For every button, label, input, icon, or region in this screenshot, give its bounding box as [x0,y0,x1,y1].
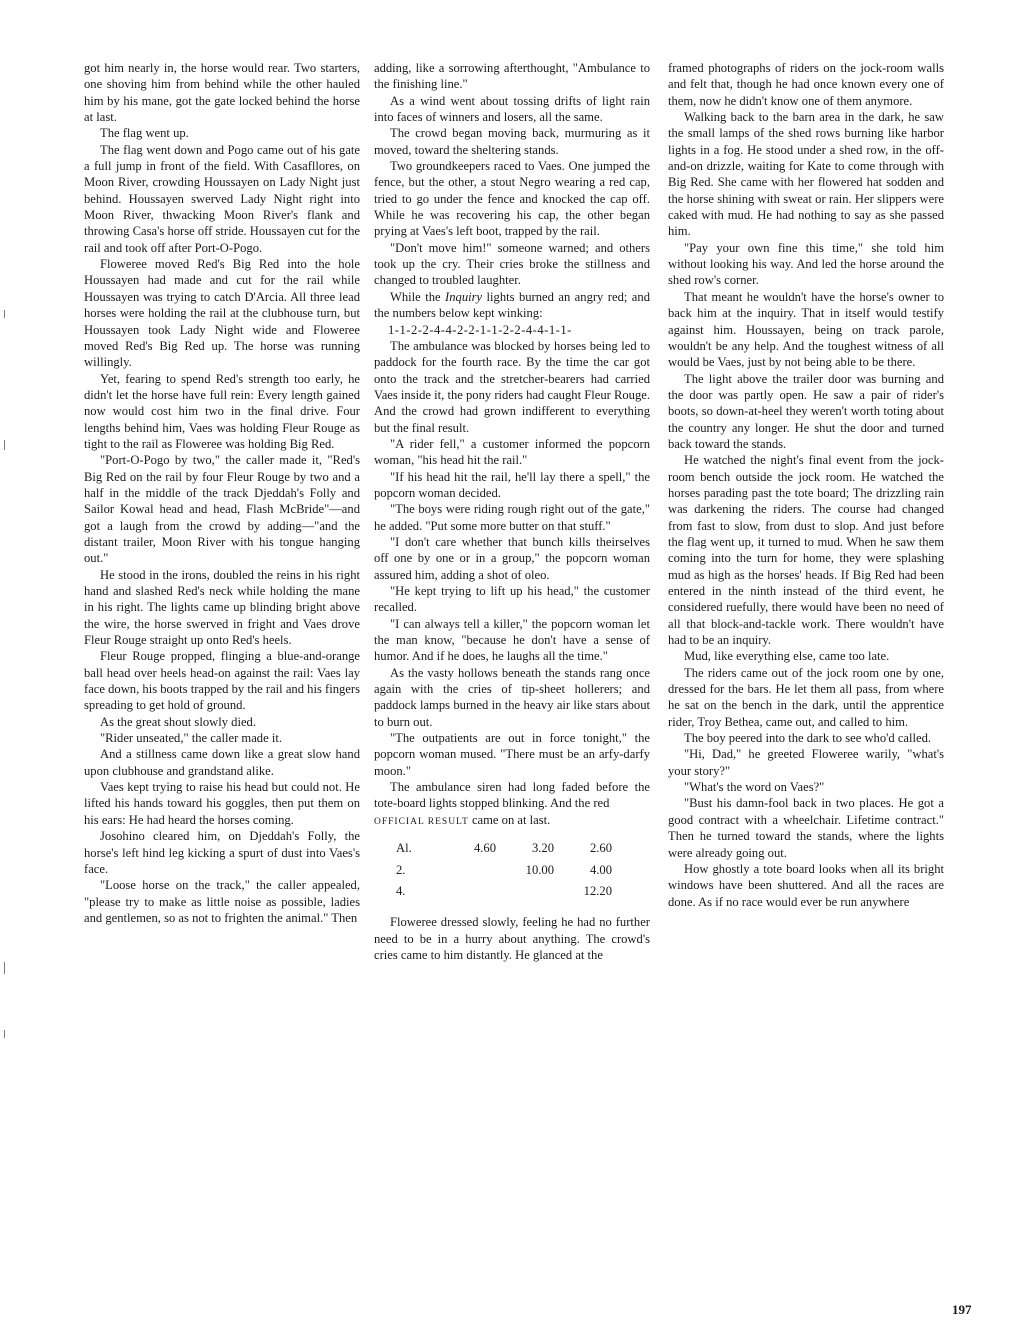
paragraph: The riders came out of the jock room one by one, dressed for the bars. He let them all pass, from where he sat on the bench in the dark, until the apprentice rider, Troy Bethea, came out, and called to him. [668,665,944,729]
paragraph: "Rider unseated," the caller made it. [100,731,282,746]
paragraph-group [374,338,650,812]
result-payout: 3.20 [531,841,554,856]
result-payout [496,883,554,904]
paragraph: "Hi, Dad," he greeted Floweree warily, "what's your story?" [668,747,944,778]
paragraph: "Bust his damn-fool back in two places. He got a good contract with a wheelchair. Lifetime contract." Then he turned toward the stands, where the lights were already going out. [668,796,944,860]
margin-mark [4,440,5,450]
margin-mark [4,962,5,974]
paragraph: "Port-O-Pogo by two," the caller made it, "Red's Big Red on the rail by four Fleur Rouge by two and a half in the middle of the track Djeddah's Folly and Sailor Kowal head and head, Flash McBride"—and got a laugh from the crowd by adding—"and the distant trailer, Moon River with his tongue hanging out." [84,453,360,566]
paragraph: "He kept trying to lift up his head," the customer recalled. [374,584,650,615]
paragraph: While the Inquiry lights burned an angry red; and the numbers below kept winking: [374,289,650,321]
paragraph: "The boys were riding rough right out of the gate," he added. "Put some more butter on that stuff." [374,502,650,533]
paragraph: Vaes kept trying to raise his head but could not. He lifted his hands toward his goggles, then put them on his ears: He had heard the horses coming. [84,780,360,827]
paragraph: The ambulance was blocked by horses being led to paddock for the fourth race. By the time the car got onto the track and the stretcher-bearers had carried Vaes inside it, the pony riders had caught Fleur Rouge. And the crowd had grown indifferent to everything but the final result. [374,338,650,435]
column-right [668,60,944,910]
paragraph: framed photographs of riders on the jock-room walls and felt that, though he had once known every one of them, now he didn't know one of them anymore. [668,61,944,108]
paragraph: "The outpatients are out in force tonight," the popcorn woman mused. "There must be an arfy-darfy moon." [374,731,650,778]
paragraph: As the great shout slowly died. [100,714,257,729]
paragraph: The light above the trailer door was burning and the door was partly open. He saw a pair of rider's boots, so down-at-heel they weren't worth toting about the country any longer. He shut the door and turned back toward the stands. [668,371,944,451]
column-middle [374,60,650,963]
paragraph: "Loose horse on the track," the caller appealed, "please try to make as little noise as possible, ladies and gentlemen, so as not to frighten the animal." Then [84,878,360,925]
paragraph: "I can always tell a killer," the popcorn woman let the man know, "because he don't have a sense of humor. And if he does, he laughs all the time." [374,616,650,664]
paragraph: OFFICIAL RESULT came on at last. [374,812,551,827]
paragraph: "Don't move him!" someone warned; and others took up the cry. Their cries broke the stillness and changed to troubled laughter. [374,240,650,288]
paragraph: That meant he wouldn't have the horse's owner to back him at the inquiry. That in itself would testify against him. Houssayen, being on track parole, wouldn't be any help. And the toughest witness of all would be Vaes, just by not being able to be there. [668,289,944,370]
paragraph: "If his head hit the rail, he'll lay there a spell," the popcorn woman decided. [374,469,650,500]
paragraph: "Pay your own fine this time," she told him without looking his way. And led the horse around the shed row's corner. [668,240,944,288]
paragraph: Josohino cleared him, on Djeddah's Folly, the horse's left hind leg kicking a spurt of dust into Vaes's face. [84,829,360,876]
column-left [84,60,360,926]
result-payout: 12.20 [583,883,612,898]
paragraph: He watched the night's final event from the jock-room bench outside the jock room. He watched the horses parading past the tote board; The drizzling rain was darkening the riders. The course had changed from fast to slow, from dust to slop. And just before the flag went up, it turned to mud. When he saw them coming into the turn for home, they were splashing mud as high as the horses' heads. If Big Red had been entered in the ninth instead of the third event, he considered ruefully, there would have been no need of all that block-and-tackle work. There wouldn't have had to be an inquiry. [668,453,944,648]
result-payout: 10.00 [525,862,554,877]
results-table [396,840,612,904]
paragraph: The crowd began moving back, murmuring as it moved, toward the sheltering stands. [374,126,650,157]
result-position: Al. [396,841,412,856]
paragraph: How ghostly a tote board looks when all its bright windows have been shuttered. And all the races are done. As if no race would ever be run anywhere [668,861,944,909]
result-payout [438,883,496,904]
paragraph: Yet, fearing to spend Red's strength too early, he didn't let the horse have full rein: Every length gained now would cost him two in the final drive. Four lengths behind him, Vaes was holding Fleur Rouge as tight to the rail as Floweree was holding Big Red. [84,371,360,451]
paragraph: Fleur Rouge propped, flinging a blue-and-orange ball head over heels head-on against the rail: Vaes lay face down, his boots trapped by the rail and his fingers spreading to get hold of ground. [84,649,360,713]
result-row [396,862,612,883]
result-payout: 2.60 [589,841,612,856]
result-position: 2. [396,862,406,877]
paragraph: The ambulance siren had long faded before the tote-board lights stopped blinking. And the red [374,780,650,811]
paragraph: As the vasty hollows beneath the stands rang once again with the cries of tip-sheet hollerers; and paddock lamps burned in the heavy air like stars about to burn out. [374,665,650,729]
margin-mark [4,1030,5,1038]
result-row [396,840,612,861]
paragraph: "What's the word on Vaes?" [684,780,825,795]
paragraph: Mud, like everything else, came too late. [684,649,890,664]
official-result-label: OFFICIAL RESULT [374,816,469,827]
paragraph: The boy peered into the dark to see who'd called. [684,731,932,746]
inquiry-word: Inquiry [445,289,483,304]
paragraph: The flag went down and Pogo came out of his gate a full jump in front of the field. With Casafllores, on Moon River, crowding Houssayen on Lady Night just behind. Houssayen swerved Lady Night right into Moon River, thwacking Moon River's flank and throwing Casa's horse off stride. Houssayen cut for the rail and took off after Port-O-Pogo. [84,142,360,255]
result-payout [438,862,496,883]
paragraph-group [374,60,650,289]
paragraph-group [374,914,650,963]
paragraph: got him nearly in, the horse would rear. Two starters, one shoving him from behind while the other hauled him by his mane, got the gate locked behind the horse at last. [84,61,360,125]
paragraph: Floweree moved Red's Big Red into the hole Houssayen had made and cut for the rail while Houssayen was trying to catch D'Arcia. All three lead horses were holding the rail at the clubhouse turn, but Houssayen took Lady Night wide and Floweree moved Red's Big Red up. The horse was running willingly. [84,257,360,370]
paragraph: "A rider fell," a customer informed the popcorn woman, "his head hit the rail." [374,436,650,468]
result-row [396,883,612,904]
result-payout: 4.00 [589,862,612,877]
paragraph: adding, like a sorrowing afterthought, "Ambulance to the finishing line." [374,61,650,92]
result-payout: 4.60 [473,841,496,856]
paragraph: Walking back to the barn area in the dark, he saw the small lamps of the shed rows burning like harbor lights in a fog. He stood under a shed row, in the off-and-on drizzle, waiting for Kate to come through with Big Red. She came with her flowered hat sodden and the horse shining with sweat or rain. Her slippers were caked with mud. He had nothing to say as she passed him. [668,110,944,239]
page-number: 197 [952,1302,972,1317]
result-position: 4. [396,883,406,898]
paragraph: And a stillness came down like a great slow hand upon clubhouse and grandstand alike. [84,747,360,778]
paragraph: The flag went up. [100,126,189,141]
paragraph: Floweree dressed slowly, feeling he had no further need to be in a hurry about anything. The crowd's cries came to him distantly. He glanced at the [374,915,650,962]
margin-mark [4,310,5,318]
tote-numbers: 1-1-2-2-4-4-2-2-1-1-2-2-4-4-1-1- [388,322,572,337]
paragraph: As a wind went about tossing drifts of light rain into faces of winners and losers, all the same. [374,93,650,125]
paragraph: Two groundkeepers raced to Vaes. One jumped the fence, but the other, a stout Negro wearing a red cap, tried to go under the fence and knocked the cap off. While he was recovering his cap, the other began prying at Vaes's left boot, trapped by the rail. [374,159,650,239]
paragraph: He stood in the irons, doubled the reins in his right hand and slashed Red's neck while holding the mane in his right. The lights came up blinding bright above the wire, the horse swerved in fright and Vaes drove Fleur Rouge straight up onto Red's heels. [84,567,360,648]
paragraph: "I don't care whether that bunch kills theirselves off one by one or in a group," the popcorn woman assured him, adding a shot of oleo. [374,534,650,582]
